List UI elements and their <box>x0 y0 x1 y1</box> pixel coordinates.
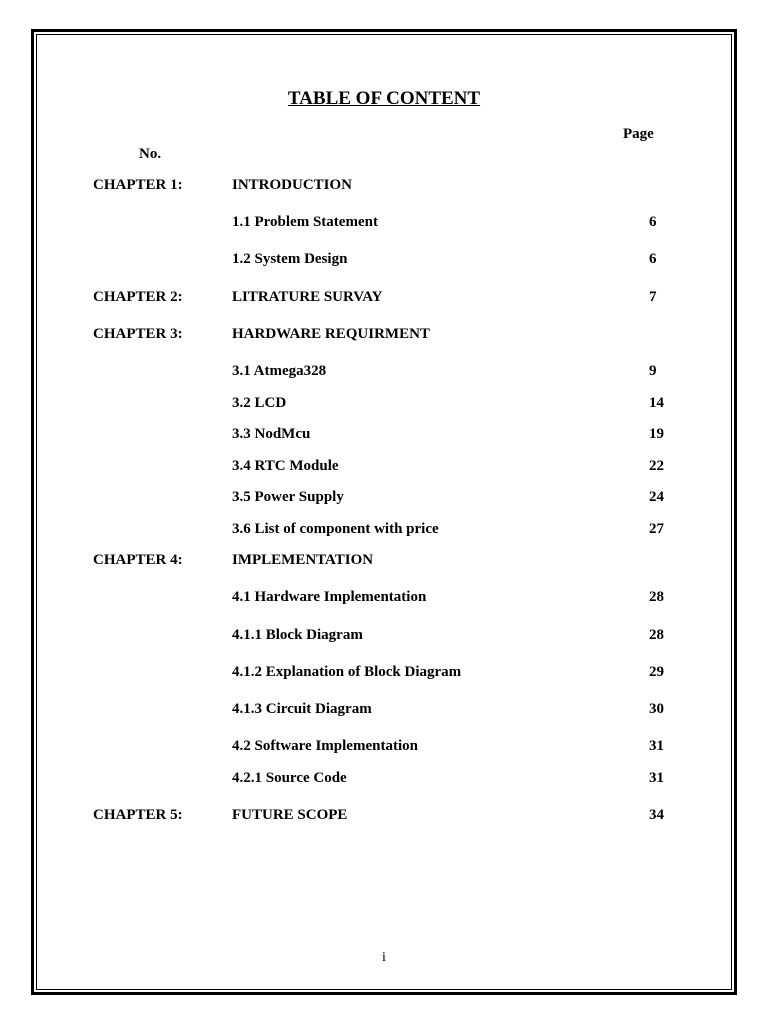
toc-entry <box>0 806 768 824</box>
toc-label: 3.5 Power Supply <box>232 489 344 505</box>
toc-entry <box>0 588 768 606</box>
toc-entry <box>0 213 768 231</box>
footer-page-number: i <box>382 950 386 965</box>
toc-entry <box>0 663 768 681</box>
toc-label: FUTURE SCOPE <box>232 807 348 823</box>
toc-entry <box>0 457 768 475</box>
toc-label: 4.2 Software Implementation <box>232 738 418 754</box>
toc-entry <box>0 425 768 443</box>
number-column-header: No. <box>139 146 162 162</box>
toc-page: 28 <box>649 627 664 643</box>
toc-label: 3.1 Atmega328 <box>232 363 327 379</box>
toc-chapter: CHAPTER 4: <box>93 552 183 568</box>
toc-chapter: CHAPTER 2: <box>93 289 183 305</box>
toc-label: 1.2 System Design <box>232 251 348 267</box>
toc-page: 14 <box>649 395 664 411</box>
toc-entry <box>0 176 768 194</box>
toc-page: 19 <box>649 426 664 442</box>
toc-chapter: CHAPTER 1: <box>93 177 183 193</box>
toc-entry <box>0 362 768 380</box>
toc-entry <box>0 769 768 787</box>
toc-label: 4.1.3 Circuit Diagram <box>232 701 372 717</box>
toc-label: 4.1.2 Explanation of Block Diagram <box>232 664 462 680</box>
toc-label: HARDWARE REQUIRMENT <box>232 326 430 342</box>
toc-entry <box>0 737 768 755</box>
toc-page: 6 <box>649 251 657 267</box>
toc-page: 30 <box>649 701 664 717</box>
toc-page: 29 <box>649 664 664 680</box>
toc-page: 28 <box>649 589 664 605</box>
toc-page: 34 <box>649 807 664 823</box>
toc-label: INTRODUCTION <box>232 177 353 193</box>
toc-label: 3.2 LCD <box>232 395 287 411</box>
toc-entry <box>0 488 768 506</box>
toc-page: 31 <box>649 770 664 786</box>
toc-label: 3.4 RTC Module <box>232 458 339 474</box>
toc-label: 1.1 Problem Statement <box>232 214 378 230</box>
toc-entry <box>0 520 768 538</box>
toc-label: 4.2.1 Source Code <box>232 770 347 786</box>
toc-page: 6 <box>649 214 657 230</box>
toc-label: 3.3 NodMcu <box>232 426 311 442</box>
toc-chapter: CHAPTER 3: <box>93 326 183 342</box>
toc-page: 9 <box>649 363 657 379</box>
toc-label: 3.6 List of component with price <box>232 521 439 537</box>
toc-page: 27 <box>649 521 664 537</box>
toc-page: 24 <box>649 489 664 505</box>
toc-entry <box>0 700 768 718</box>
toc-page: 7 <box>649 289 657 305</box>
toc-entry <box>0 551 768 569</box>
page-column-header: Page <box>623 126 654 142</box>
toc-page: 31 <box>649 738 664 754</box>
toc-page: 22 <box>649 458 664 474</box>
toc-label: 4.1 Hardware Implementation <box>232 589 427 605</box>
toc-label: IMPLEMENTATION <box>232 552 374 568</box>
toc-entry <box>0 325 768 343</box>
toc-entry <box>0 250 768 268</box>
page-title: TABLE OF CONTENT <box>287 88 481 109</box>
toc-entry <box>0 394 768 412</box>
toc-entry <box>0 626 768 644</box>
toc-label: 4.1.1 Block Diagram <box>232 627 363 643</box>
toc-label: LITRATURE SURVAY <box>232 289 383 305</box>
toc-entry <box>0 288 768 306</box>
toc-chapter: CHAPTER 5: <box>93 807 183 823</box>
